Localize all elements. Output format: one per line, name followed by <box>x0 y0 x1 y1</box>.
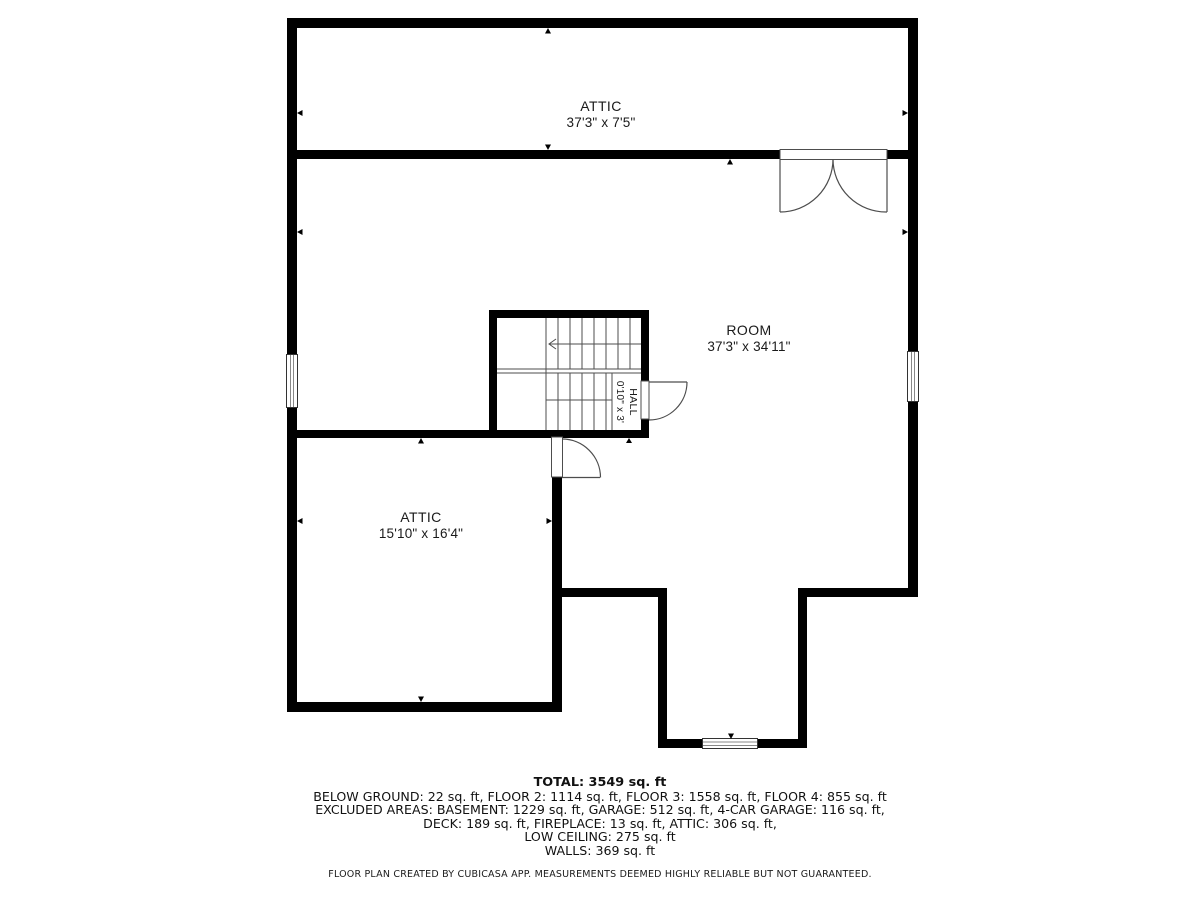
dimension-arrow <box>547 518 553 524</box>
wall-segment <box>287 702 562 712</box>
area-summary <box>0 776 1200 857</box>
hall-door <box>641 381 687 420</box>
double-door <box>780 150 887 213</box>
wall-segment <box>908 18 918 597</box>
dimension-arrow <box>903 229 909 235</box>
summary-line: EXCLUDED AREAS: BASEMENT: 1229 sq. ft, GARAGE: 512 sq. ft, 4-CAR GARAGE: 116 sq. ft, <box>315 802 885 817</box>
wall-segment <box>552 588 667 597</box>
dimension-arrows <box>297 28 908 739</box>
stair-direction-arrow <box>549 339 641 349</box>
room-label-attic-left <box>379 509 463 542</box>
window-right <box>908 352 919 402</box>
wall-segment <box>489 318 497 430</box>
room-dimensions: 15'10" x 16'4" <box>378 526 464 541</box>
wall-segment <box>489 310 649 318</box>
room-dimensions: 0'10" x 3' <box>614 380 625 424</box>
windows <box>287 352 919 749</box>
summary-line: WALLS: 369 sq. ft <box>544 842 656 858</box>
room-label-hall <box>613 375 639 429</box>
summary-line: BELOW GROUND: 22 sq. ft, FLOOR 2: 1114 sq. ft, FLOOR 3: 1558 sq. ft, FLOOR 4: 855 sq. ft <box>313 788 887 804</box>
room-dimensions: 37'3" x 7'5" <box>566 115 636 130</box>
room-dimensions: 37'3" x 34'11" <box>707 339 791 354</box>
dimension-arrow <box>545 28 551 34</box>
wall-segment <box>798 588 918 597</box>
dimension-arrow <box>418 438 424 444</box>
dimension-arrow <box>903 110 909 116</box>
room-name: ROOM <box>726 322 772 338</box>
total-area: TOTAL: 3549 sq. ft <box>533 775 667 790</box>
wall-segment <box>641 318 649 381</box>
room-name: HALL <box>627 388 639 416</box>
summary-line: DECK: 189 sq. ft, FIREPLACE: 13 sq. ft, ATTIC: 306 sq. ft, <box>423 815 777 831</box>
window-left <box>287 355 298 408</box>
dimension-arrow <box>727 159 733 165</box>
room-name: ATTIC <box>580 98 622 114</box>
wall-segment <box>641 419 649 430</box>
dimension-arrow <box>297 518 303 524</box>
dimension-arrow <box>297 229 303 235</box>
room-label-attic-top <box>567 98 636 131</box>
room-label-room <box>707 322 790 355</box>
wall-segment <box>287 18 918 28</box>
summary-line: LOW CEILING: 275 sq. ft <box>524 829 676 844</box>
dimension-arrow <box>545 145 551 151</box>
room-name: ATTIC <box>400 509 442 525</box>
dimension-arrow <box>418 697 424 703</box>
disclaimer-text: FLOOR PLAN CREATED BY CUBICASA APP. MEASUREMENTS DEEMED HIGHLY RELIABLE BUT NOT GUARANTEED. <box>328 869 872 880</box>
dimension-arrow <box>297 110 303 116</box>
wall-segment <box>658 588 667 748</box>
wall-segment <box>798 588 807 748</box>
wall-segment <box>297 430 649 438</box>
dimension-arrow <box>626 438 632 443</box>
window-bottom <box>703 739 758 749</box>
attic-door <box>552 437 601 478</box>
